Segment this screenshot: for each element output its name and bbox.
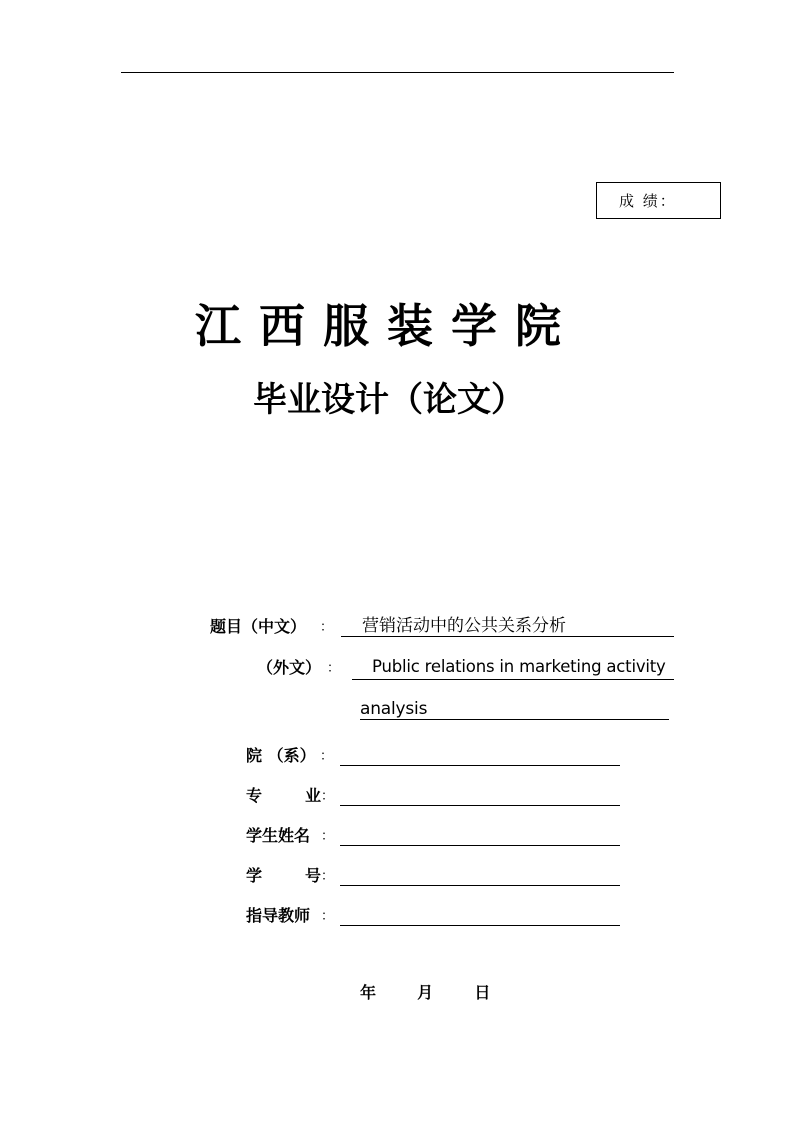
student-id-label-a: 学	[246, 866, 263, 885]
header-rule	[121, 72, 674, 73]
date-line	[360, 982, 490, 1004]
department-label: 院 （系）	[246, 746, 316, 765]
advisor-colon: ：	[321, 909, 335, 924]
student-name-colon: ：	[321, 829, 335, 844]
score-box	[596, 182, 721, 219]
advisor-label: 指导教师	[246, 906, 311, 925]
college-name: 江西服装学院	[195, 299, 579, 353]
topic-en-underline-1	[352, 679, 674, 680]
date-year: 年	[360, 983, 377, 1002]
topic-en-underline-2	[360, 719, 669, 720]
student-id-underline	[340, 885, 620, 886]
student-name-underline	[340, 845, 620, 846]
major-colon: ：	[321, 789, 335, 804]
date-day: 日	[474, 983, 491, 1002]
topic-cn-underline	[341, 636, 674, 637]
advisor-underline	[340, 925, 620, 926]
topic-en-value-line1: Public relations in marketing activity	[372, 657, 666, 676]
major-underline	[340, 805, 620, 806]
topic-en-colon: ：	[327, 661, 341, 676]
department-colon: ：	[320, 749, 334, 764]
student-id-label-b: 号	[305, 866, 322, 885]
major-label-b: 业	[305, 786, 322, 805]
student-id-colon: ：	[321, 869, 335, 884]
department-underline	[340, 765, 620, 766]
topic-cn-value: 营销活动中的公共关系分析	[362, 616, 566, 636]
topic-cn-colon: ：	[320, 620, 334, 635]
topic-cn-label: 题目（中文）	[210, 617, 307, 636]
major-label-a: 专	[246, 786, 263, 805]
student-name-label: 学生姓名	[246, 826, 311, 845]
thesis-kind-title: 毕业设计（论文）	[253, 380, 525, 420]
score-label: 成 绩：	[619, 192, 677, 210]
topic-en-value-line2: analysis	[360, 699, 428, 719]
topic-en-label: （外文）	[257, 658, 322, 677]
date-month: 月	[417, 983, 434, 1002]
